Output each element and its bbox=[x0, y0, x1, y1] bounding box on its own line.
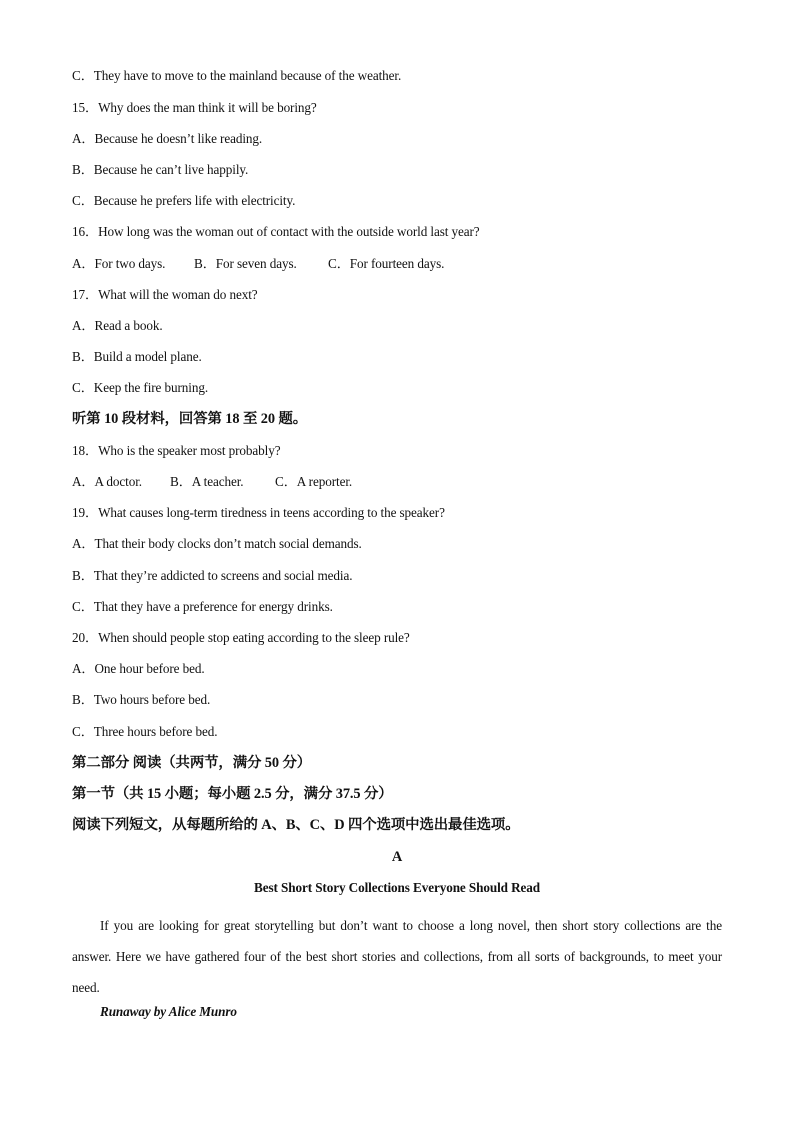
q16-options bbox=[72, 255, 444, 273]
section-10-heading: 听第 10 段材料，回答第 18 至 20 题。 bbox=[72, 411, 308, 427]
q17-option-b: B．Build a model plane. bbox=[72, 349, 202, 364]
q14-option-c: C．They have to move to the mainland because of the weather. bbox=[72, 68, 402, 83]
q15-option-b: B．Because he can’t live happily. bbox=[72, 162, 249, 177]
passage-intro-paragraph: If you are looking for great storytelling but don’t want to choose a long novel, then short story collections are the answer. Here we have gathered four of the best short stories and collections, from all sorts of backgrounds, to meet your need. bbox=[72, 918, 722, 995]
passage-title: Best Short Story Collections Everyone Should Read bbox=[254, 880, 540, 895]
q18-question: 18．Who is the speaker most probably? bbox=[72, 443, 281, 458]
part-2-section-1-heading: 第一节（共 15 小题；每小题 2.5 分，满分 37.5 分） bbox=[72, 786, 393, 802]
q15-option-a: A．Because he doesn’t like reading. bbox=[72, 131, 263, 146]
q18-option-b: B．A teacher. bbox=[170, 474, 244, 489]
q18-options bbox=[72, 473, 352, 491]
book-1-title: Runaway by Alice Munro bbox=[100, 1004, 237, 1019]
q20-option-b: B．Two hours before bed. bbox=[72, 692, 211, 707]
q16-question: 16．How long was the woman out of contact with the outside world last year? bbox=[72, 224, 480, 239]
q19-option-c: C．That they have a preference for energy drinks. bbox=[72, 599, 333, 614]
q16-option-a: A．For two days. bbox=[72, 256, 166, 271]
reading-instruction: 阅读下列短文，从每题所给的 A、B、C、D 四个选项中选出最佳选项。 bbox=[72, 817, 520, 833]
q19-option-b: B．That they’re addicted to screens and social media. bbox=[72, 568, 353, 583]
q17-question: 17．What will the woman do next? bbox=[72, 287, 258, 302]
q18-option-a: A．A doctor. bbox=[72, 474, 142, 489]
q16-option-b: B．For seven days. bbox=[194, 256, 297, 271]
part-2-heading: 第二部分 阅读（共两节，满分 50 分） bbox=[72, 755, 312, 771]
passage-label: A bbox=[391, 849, 403, 865]
q17-option-a: A．Read a book. bbox=[72, 318, 163, 333]
q18-option-c: C．A reporter. bbox=[275, 474, 353, 489]
q19-question: 19．What causes long-term tiredness in teens according to the speaker? bbox=[72, 505, 445, 520]
q17-option-c: C．Keep the fire burning. bbox=[72, 380, 209, 395]
q20-question: 20．When should people stop eating according to the sleep rule? bbox=[72, 630, 410, 645]
q20-option-a: A．One hour before bed. bbox=[72, 661, 205, 676]
q16-option-c: C．For fourteen days. bbox=[328, 256, 445, 271]
q15-question: 15．Why does the man think it will be boring? bbox=[72, 100, 317, 115]
q19-option-a: A．That their body clocks don’t match social demands. bbox=[72, 536, 362, 551]
q15-option-c: C．Because he prefers life with electricity. bbox=[72, 193, 296, 208]
q20-option-c: C．Three hours before bed. bbox=[72, 724, 218, 739]
